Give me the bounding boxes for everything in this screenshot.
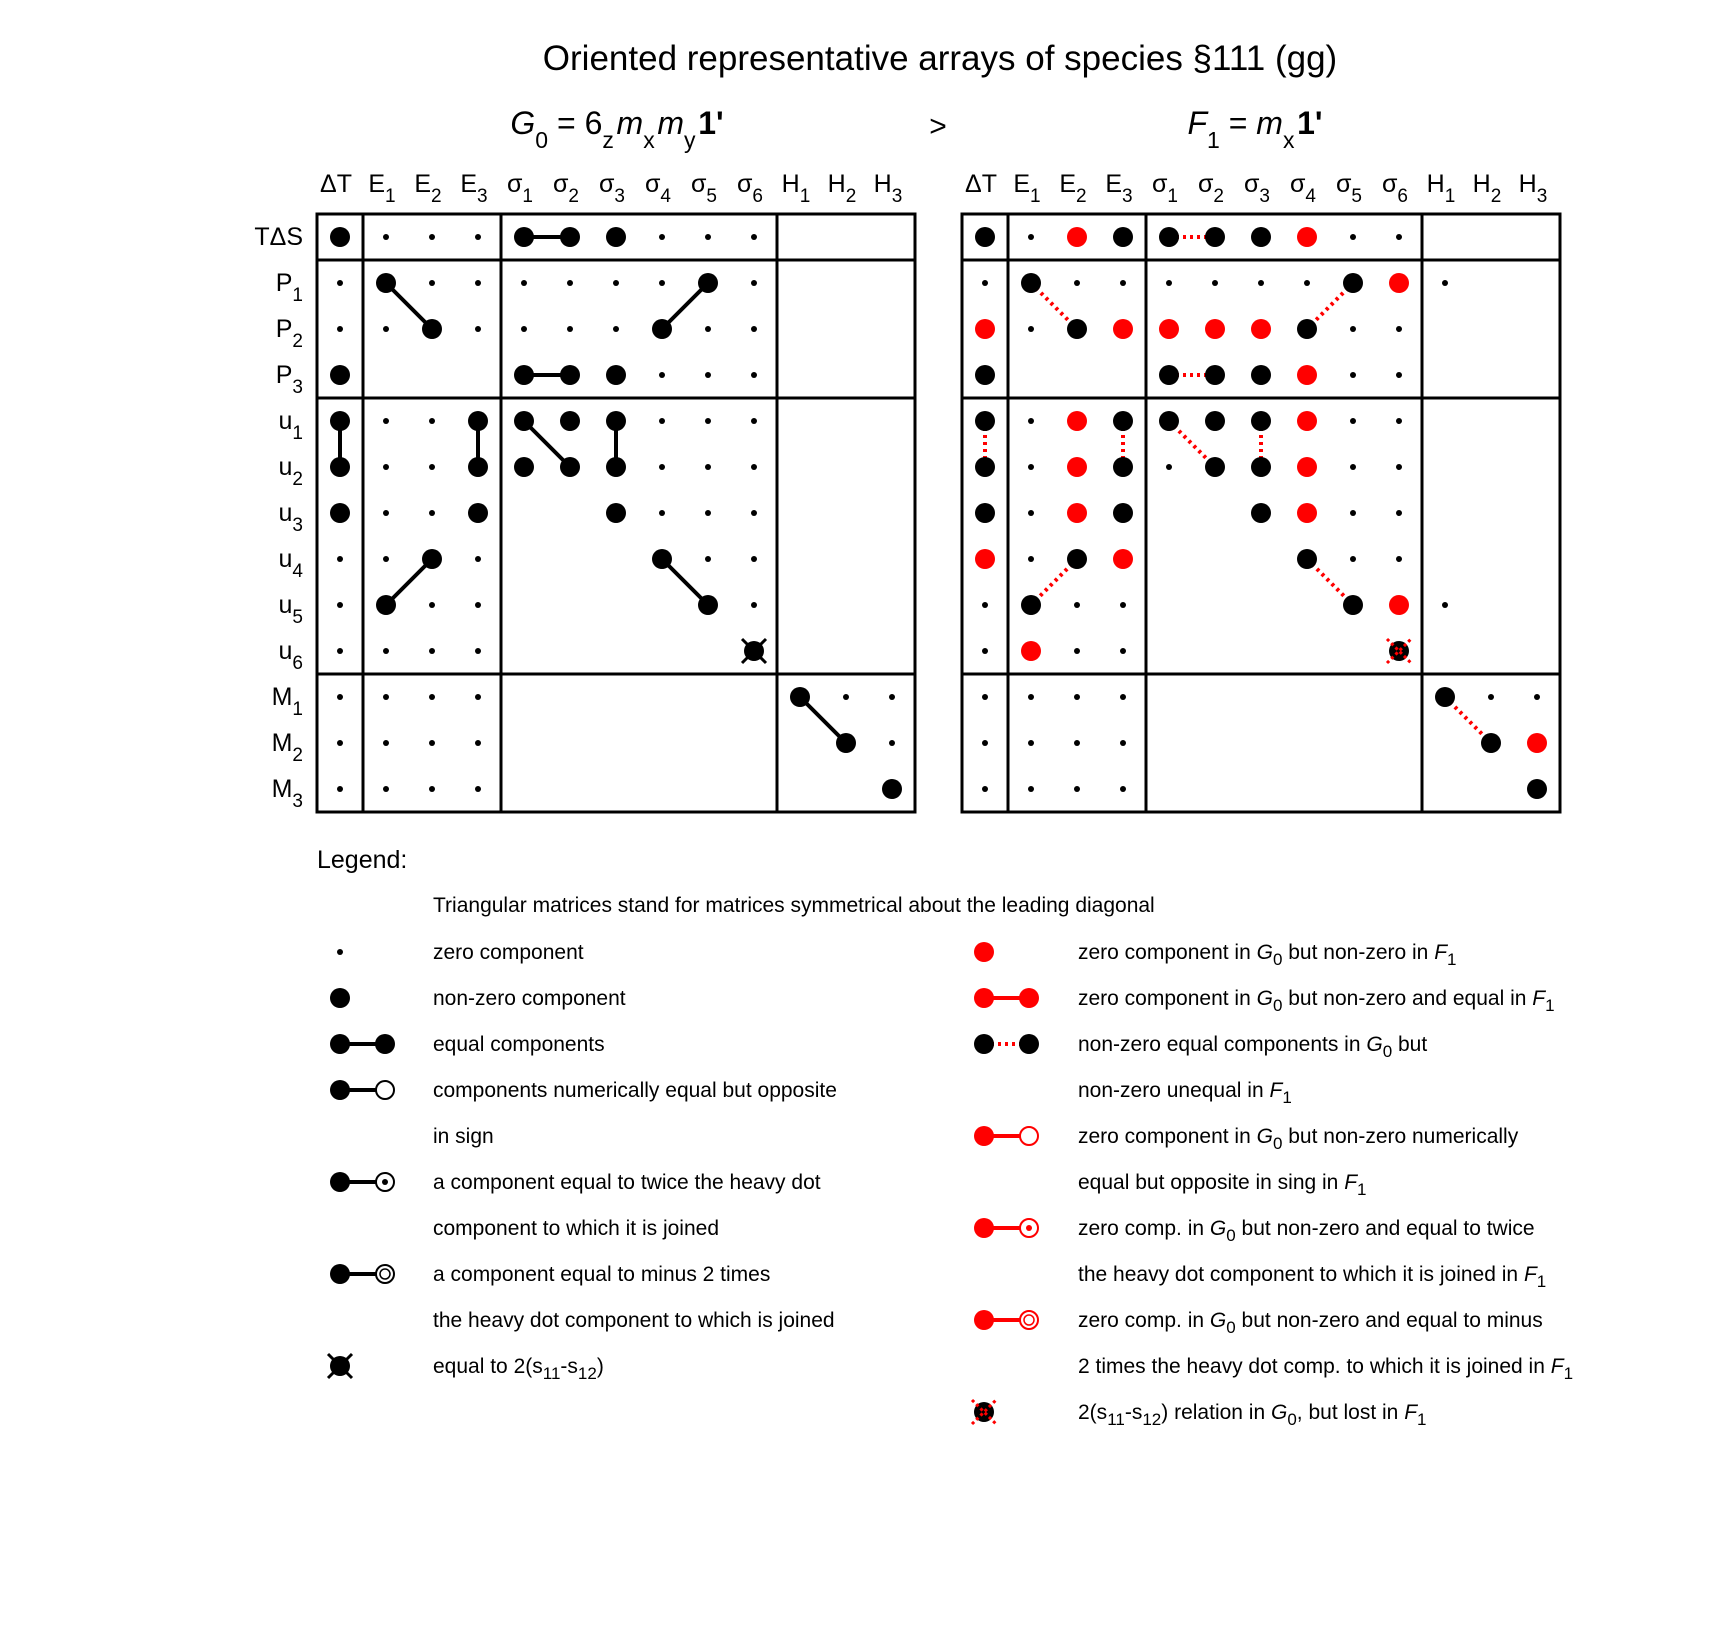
row-header: $P_2$: [275, 315, 303, 352]
zero-component-dot: [1396, 510, 1402, 516]
nonzero-component-dot: [1251, 503, 1271, 523]
zero-component-dot: [383, 464, 389, 470]
legend-hollow-symbol: [1020, 1127, 1038, 1145]
zero-component-dot: [429, 694, 435, 700]
nonzero-component-dot: [330, 457, 350, 477]
nonzero-component-dot: [468, 503, 488, 523]
zero-component-dot: [429, 280, 435, 286]
column-header: $\sigma_1$: [1151, 170, 1179, 207]
zero-component-dot: [659, 234, 665, 240]
nonzero-component-dot: [514, 411, 534, 431]
zero-component-dot: [383, 326, 389, 332]
row-header: $u_5$: [278, 591, 303, 628]
legend-note: Triangular matrices stand for matrices symmetrical about the leading diagonal: [433, 894, 1155, 917]
legend-dot-symbol: [330, 988, 350, 1008]
zero-component-dot: [1074, 786, 1080, 792]
zero-component-dot: [659, 372, 665, 378]
zero-component-dot: [1396, 326, 1402, 332]
zero-component-dot: [337, 556, 343, 562]
zero-component-dot: [475, 234, 481, 240]
zero-component-dot: [475, 556, 481, 562]
zero-component-dot: [659, 510, 665, 516]
new-nonzero-component-dot: [1527, 733, 1547, 753]
nonzero-component-dot: [1113, 227, 1133, 247]
column-header: $E_3$: [1105, 170, 1133, 207]
zero-component-dot: [1350, 510, 1356, 516]
zero-component-dot: [475, 326, 481, 332]
legend-dot-symbol: [974, 942, 994, 962]
zero-component-dot: [1028, 786, 1034, 792]
zero-component-dot: [1120, 740, 1126, 746]
legend-item-text: component to which it is joined: [433, 1217, 719, 1240]
zero-component-dot: [751, 418, 757, 424]
new-nonzero-component-dot: [1067, 227, 1087, 247]
zero-component-dot: [383, 418, 389, 424]
nonzero-component-dot: [376, 595, 396, 615]
legend-dot-symbol: [974, 1034, 994, 1054]
nonzero-component-dot: [560, 227, 580, 247]
zero-component-dot: [429, 510, 435, 516]
column-header: $H_3$: [1518, 170, 1548, 207]
legend-item-text: a component equal to twice the heavy dot: [433, 1171, 821, 1194]
row-header: $u_2$: [278, 453, 303, 490]
new-nonzero-component-dot: [1021, 641, 1041, 661]
zero-component-dot: [751, 372, 757, 378]
nonzero-component-dot: [1481, 733, 1501, 753]
legend-hollow-symbol: [376, 1081, 394, 1099]
zero-component-dot: [1350, 372, 1356, 378]
zero-component-dot: [1304, 280, 1310, 286]
nonzero-component-dot: [330, 365, 350, 385]
new-nonzero-component-dot: [1389, 595, 1409, 615]
zero-component-dot: [383, 648, 389, 654]
nonzero-component-dot: [606, 457, 626, 477]
zero-component-dot: [337, 326, 343, 332]
zero-component-dot: [705, 234, 711, 240]
legend-item-text: components numerically equal but opposite: [433, 1079, 837, 1102]
zero-component-dot: [429, 786, 435, 792]
nonzero-component-dot: [422, 319, 442, 339]
zero-component-dot: [889, 694, 895, 700]
legend-dot-symbol: [330, 1034, 350, 1054]
zero-component-dot: [659, 464, 665, 470]
legend-item-text: zero component in $G_0$ but non-zero and equal in $F_1$: [1078, 987, 1555, 1015]
nonzero-component-dot: [698, 595, 718, 615]
zero-component-dot: [337, 694, 343, 700]
row-header: $u_3$: [278, 499, 303, 536]
column-header: $\sigma_1$: [506, 170, 534, 207]
nonzero-component-dot: [606, 411, 626, 431]
new-nonzero-component-dot: [1113, 319, 1133, 339]
nonzero-component-dot: [1527, 779, 1547, 799]
nonzero-component-dot: [330, 503, 350, 523]
zero-component-dot: [337, 280, 343, 286]
zero-component-dot: [1212, 280, 1218, 286]
zero-component-dot: [1074, 602, 1080, 608]
zero-component-dot: [1350, 556, 1356, 562]
nonzero-component-dot: [514, 227, 534, 247]
nonzero-component-dot: [1021, 273, 1041, 293]
column-header: $\sigma_3$: [598, 170, 626, 207]
column-header: $\sigma_3$: [1243, 170, 1271, 207]
new-nonzero-component-dot: [1297, 457, 1317, 477]
row-header: TΔS: [254, 223, 303, 251]
nonzero-component-dot: [1251, 227, 1271, 247]
nonzero-component-dot: [1251, 365, 1271, 385]
zero-component-dot: [705, 464, 711, 470]
zero-component-dot: [383, 510, 389, 516]
zero-component-dot: [613, 280, 619, 286]
zero-component-dot: [982, 648, 988, 654]
zero-component-dot: [567, 326, 573, 332]
column-header: $\sigma_5$: [690, 170, 718, 207]
row-header: $u_4$: [278, 545, 303, 582]
column-header: $H_2$: [827, 170, 857, 207]
zero-component-dot: [337, 648, 343, 654]
nonzero-component-dot: [560, 411, 580, 431]
legend-hollow-symbol: [1020, 1311, 1038, 1329]
legend-item-text: zero comp. in $G_0$ but non-zero and equal to minus: [1078, 1309, 1543, 1337]
legend-item-text: equal components: [433, 1033, 605, 1056]
legend-dot-symbol: [330, 1080, 350, 1100]
zero-component-dot: [1396, 372, 1402, 378]
zero-component-dot: [429, 234, 435, 240]
legend-item-text: non-zero unequal in $F_1$: [1078, 1079, 1292, 1107]
nonzero-component-dot: [1297, 549, 1317, 569]
nonzero-component-dot: [606, 503, 626, 523]
zero-component-dot: [1028, 740, 1034, 746]
zero-component-dot: [982, 740, 988, 746]
nonzero-component-dot: [1021, 595, 1041, 615]
new-nonzero-component-dot: [1389, 273, 1409, 293]
new-nonzero-component-dot: [1159, 319, 1179, 339]
legend-hollow-symbol: [376, 1265, 394, 1283]
legend-dot-symbol: [974, 1310, 994, 1330]
group-relation-symbol: >: [929, 110, 947, 143]
zero-component-dot: [982, 786, 988, 792]
nonzero-component-dot: [514, 457, 534, 477]
zero-component-dot: [1350, 464, 1356, 470]
zero-component-dot: [521, 280, 527, 286]
new-nonzero-component-dot: [1297, 503, 1317, 523]
zero-component-dot: [1028, 326, 1034, 332]
legend-item-text: $2(s_{11}-s_{12})$ relation in $G_0$, but lost in $F_1$: [1078, 1401, 1427, 1429]
column-header: $E_1$: [1013, 170, 1041, 207]
nonzero-component-dot: [652, 319, 672, 339]
row-header: $M_1$: [271, 683, 303, 720]
legend-dot-symbol: [974, 988, 994, 1008]
column-header: $E_2$: [414, 170, 442, 207]
right-group-heading: $F_1 = m_x$ 1': [1187, 105, 1323, 153]
nonzero-component-dot: [652, 549, 672, 569]
new-nonzero-component-dot: [1067, 503, 1087, 523]
nonzero-component-dot: [698, 273, 718, 293]
zero-component-dot: [1396, 556, 1402, 562]
zero-component-dot: [889, 740, 895, 746]
legend-item-text: zero component in $G_0$ but non-zero in $F_1$: [1078, 941, 1457, 969]
zero-component-dot: [475, 786, 481, 792]
legend-item-text: non-zero component: [433, 987, 626, 1010]
zero-component-dot: [705, 418, 711, 424]
column-header: $H_1$: [1426, 170, 1456, 207]
column-header: $\sigma_2$: [552, 170, 580, 207]
legend-dot-symbol: [974, 1126, 994, 1146]
legend-item-text: 2 times the heavy dot comp. to which it is joined in $F_1$: [1078, 1355, 1574, 1383]
column-header: ΔT: [965, 170, 997, 198]
zero-component-dot: [383, 786, 389, 792]
zero-component-dot: [1074, 740, 1080, 746]
nonzero-component-dot: [1205, 457, 1225, 477]
column-header: $E_1$: [368, 170, 396, 207]
column-header: $H_3$: [873, 170, 903, 207]
new-nonzero-component-dot: [1297, 411, 1317, 431]
nonzero-component-dot: [1435, 687, 1455, 707]
column-header: $H_1$: [781, 170, 811, 207]
nonzero-component-dot: [975, 457, 995, 477]
zero-component-dot: [475, 602, 481, 608]
row-header: $u_1$: [278, 407, 303, 444]
zero-component-dot: [1350, 418, 1356, 424]
nonzero-component-dot: [1343, 595, 1363, 615]
column-header: $H_2$: [1472, 170, 1502, 207]
zero-component-dot: [1396, 418, 1402, 424]
nonzero-component-dot: [560, 365, 580, 385]
zero-component-dot: [705, 326, 711, 332]
zero-component-dot: [1350, 326, 1356, 332]
zero-component-dot: [475, 648, 481, 654]
zero-component-dot: [429, 648, 435, 654]
legend-item-text: equal to $2(s_{11}-s_{12})$: [433, 1355, 604, 1383]
column-header: $\sigma_2$: [1197, 170, 1225, 207]
zero-component-dot: [1166, 280, 1172, 286]
column-header: $\sigma_4$: [1289, 170, 1317, 207]
nonzero-component-dot: [1159, 227, 1179, 247]
legend-dot-symbol: [330, 1172, 350, 1192]
zero-component-dot: [1028, 464, 1034, 470]
legend-item-text: equal but opposite in sing in $F_1$: [1078, 1171, 1367, 1199]
legend-dot-symbol: [330, 1264, 350, 1284]
zero-component-dot: [1258, 280, 1264, 286]
left-group-heading: $G_0 = 6_z$ $m_x$ $m_y$ 1': [510, 105, 724, 153]
zero-component-dot: [1028, 234, 1034, 240]
nonzero-component-dot: [1067, 549, 1087, 569]
legend-dot-symbol: [375, 1034, 395, 1054]
zero-component-dot: [1028, 556, 1034, 562]
zero-component-dot: [751, 556, 757, 562]
nonzero-component-dot: [376, 273, 396, 293]
nonzero-component-dot: [1251, 411, 1271, 431]
zero-component-dot: [751, 510, 757, 516]
zero-component-dot: [1028, 418, 1034, 424]
nonzero-component-dot: [1297, 319, 1317, 339]
legend-dot-symbol: [974, 1218, 994, 1238]
nonzero-component-dot: [514, 365, 534, 385]
zero-component-dot: [751, 602, 757, 608]
row-header: $M_2$: [271, 729, 303, 766]
zero-component-dot: [337, 740, 343, 746]
zero-component-dot: [567, 280, 573, 286]
new-nonzero-component-dot: [1113, 549, 1133, 569]
zero-component-dot: [1074, 694, 1080, 700]
zero-component-dot: [1350, 234, 1356, 240]
nonzero-component-dot: [1113, 457, 1133, 477]
zero-component-dot: [475, 740, 481, 746]
zero-component-dot: [751, 464, 757, 470]
zero-component-dot: [659, 418, 665, 424]
nonzero-component-dot: [1067, 319, 1087, 339]
zero-component-dot: [429, 602, 435, 608]
column-header: ΔT: [320, 170, 352, 198]
legend-center-dot: [382, 1179, 388, 1185]
zero-component-dot: [383, 740, 389, 746]
zero-component-dot: [429, 740, 435, 746]
zero-component-dot: [705, 510, 711, 516]
nonzero-component-dot: [330, 411, 350, 431]
nonzero-component-dot: [1113, 411, 1133, 431]
legend-item-text: zero component in $G_0$ but non-zero numerically: [1078, 1125, 1519, 1153]
zero-component-dot: [429, 418, 435, 424]
nonzero-component-dot: [975, 365, 995, 385]
new-nonzero-component-dot: [1067, 411, 1087, 431]
zero-component-dot: [383, 556, 389, 562]
zero-component-dot: [705, 556, 711, 562]
nonzero-component-dot: [330, 227, 350, 247]
legend-dot-symbol: [1019, 988, 1039, 1008]
zero-component-dot: [383, 694, 389, 700]
new-nonzero-component-dot: [1297, 365, 1317, 385]
zero-component-dot: [659, 280, 665, 286]
zero-component-dot: [1120, 786, 1126, 792]
nonzero-component-dot: [606, 365, 626, 385]
zero-component-dot: [751, 326, 757, 332]
zero-component-dot: [1028, 510, 1034, 516]
zero-component-dot: [429, 464, 435, 470]
row-header: $M_3$: [271, 775, 303, 812]
new-nonzero-component-dot: [975, 319, 995, 339]
legend-dot-symbol: [1019, 1034, 1039, 1054]
zero-component-dot: [475, 694, 481, 700]
nonzero-component-dot: [1205, 365, 1225, 385]
new-nonzero-component-dot: [975, 549, 995, 569]
column-header: $\sigma_4$: [644, 170, 672, 207]
nonzero-component-dot: [468, 411, 488, 431]
row-header: $P_3$: [275, 361, 303, 398]
zero-component-dot: [337, 786, 343, 792]
zero-component-dot: [751, 280, 757, 286]
legend-item-text: the heavy dot component to which is joined: [433, 1309, 835, 1332]
legend-item-text: zero component: [433, 941, 584, 964]
column-header: $\sigma_5$: [1335, 170, 1363, 207]
nonzero-component-dot: [560, 457, 580, 477]
zero-component-dot: [982, 280, 988, 286]
legend-item-text: in sign: [433, 1125, 494, 1148]
legend-center-dot: [1026, 1225, 1032, 1231]
zero-component-dot: [1442, 280, 1448, 286]
nonzero-component-dot: [1343, 273, 1363, 293]
legend-item-text: non-zero equal components in $G_0$ but: [1078, 1033, 1428, 1061]
zero-component-dot: [383, 234, 389, 240]
nonzero-component-dot: [606, 227, 626, 247]
row-header: $u_6$: [278, 637, 303, 674]
nonzero-component-dot: [975, 227, 995, 247]
zero-component-dot: [1488, 694, 1494, 700]
nonzero-component-dot: [468, 457, 488, 477]
nonzero-component-dot: [1159, 411, 1179, 431]
zero-component-dot: [337, 602, 343, 608]
nonzero-component-dot: [836, 733, 856, 753]
nonzero-component-dot: [790, 687, 810, 707]
legend-item-text: a component equal to minus 2 times: [433, 1263, 771, 1286]
nonzero-component-dot: [1159, 365, 1179, 385]
zero-component-dot: [843, 694, 849, 700]
new-nonzero-component-dot: [1067, 457, 1087, 477]
column-header: $E_2$: [1059, 170, 1087, 207]
column-header: $E_3$: [460, 170, 488, 207]
new-nonzero-component-dot: [1297, 227, 1317, 247]
column-header: $\sigma_6$: [736, 170, 764, 207]
zero-component-dot: [613, 326, 619, 332]
column-header: $\sigma_6$: [1381, 170, 1409, 207]
zero-component-dot: [751, 234, 757, 240]
zero-component-dot: [521, 326, 527, 332]
nonzero-component-dot: [1251, 457, 1271, 477]
zero-component-dot: [1120, 648, 1126, 654]
legend-item-text: the heavy dot component to which it is joined in $F_1$: [1078, 1263, 1547, 1291]
zero-component-dot: [1166, 464, 1172, 470]
nonzero-component-dot: [975, 411, 995, 431]
zero-component-dot: [705, 372, 711, 378]
zero-component-dot: [1120, 694, 1126, 700]
zero-component-dot: [1442, 602, 1448, 608]
zero-component-dot: [475, 280, 481, 286]
nonzero-component-dot: [1113, 503, 1133, 523]
page-title: Oriented representative arrays of species §111 (gg): [542, 39, 1338, 78]
zero-component-dot: [1028, 694, 1034, 700]
legend-item-text: zero comp. in $G_0$ but non-zero and equal to twice: [1078, 1217, 1535, 1245]
nonzero-component-dot: [422, 549, 442, 569]
new-nonzero-component-dot: [1251, 319, 1271, 339]
legend-heading: Legend:: [317, 846, 408, 874]
zero-component-dot: [982, 602, 988, 608]
nonzero-component-dot: [1205, 227, 1225, 247]
zero-component-dot: [1120, 602, 1126, 608]
zero-component-dot: [1396, 234, 1402, 240]
zero-component-dot: [982, 694, 988, 700]
zero-component-dot: [1396, 464, 1402, 470]
legend-zero-symbol: [337, 949, 343, 955]
zero-component-dot: [1074, 280, 1080, 286]
zero-component-dot: [1534, 694, 1540, 700]
row-header: $P_1$: [275, 269, 303, 306]
new-nonzero-component-dot: [1205, 319, 1225, 339]
nonzero-component-dot: [882, 779, 902, 799]
nonzero-component-dot: [975, 503, 995, 523]
zero-component-dot: [1120, 280, 1126, 286]
zero-component-dot: [1074, 648, 1080, 654]
nonzero-component-dot: [1205, 411, 1225, 431]
